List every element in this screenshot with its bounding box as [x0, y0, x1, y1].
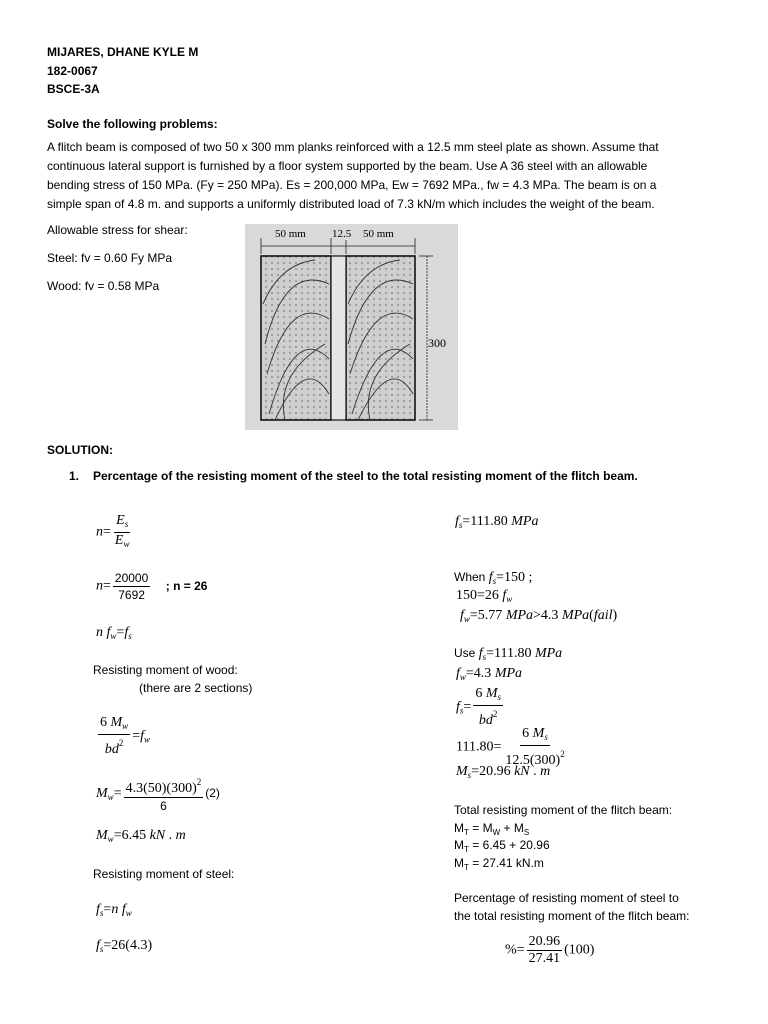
- eq-wood-stress: $\frac{6 M_w}{bd^2}$ $=f_w$: [100, 715, 150, 757]
- eq-n-value: n= $\frac{20000}{7692}$ ; n = 26: [96, 571, 208, 602]
- student-name: MIJARES, DHANE KYLE M: [47, 45, 199, 59]
- problem-line: A flitch beam is composed of two 50 x 300 mm planks reinforced with a 12.5 mm steel plate as shown. Assume that: [47, 140, 659, 154]
- problem-line: simple span of 4.8 m. and supports a uniformly distributed load of 7.3 kN/m which includes the weight of the beam.: [47, 197, 655, 211]
- problem-line: continuous lateral support is furnished by a floor system supported by the beam. Use A 36 steel with an allowable: [47, 159, 648, 173]
- mt-sum: = 6.45 + 20.96: [468, 838, 550, 852]
- percentage-title-2: the total resisting moment of the flitch beam:: [454, 909, 690, 923]
- allowable-steel: Steel: fv = 0.60 Fy MPa: [47, 251, 173, 265]
- eq-fs-result: $f_s=111.80$ MPa: [455, 514, 539, 530]
- mw-factor: (2): [205, 786, 220, 801]
- student-course: BSCE-3A: [47, 82, 100, 96]
- two-sections-note: (there are 2 sections): [139, 681, 253, 695]
- allowable-title: Allowable stress for shear:: [47, 223, 188, 237]
- instructions: Solve the following problems:: [47, 117, 218, 131]
- eq-percentage: %= $\frac{20.96}{27.41}$ (100): [505, 934, 595, 966]
- eq-mw-result: $M_w=6.45$ kN . m: [96, 828, 186, 844]
- mt-result: = 27.41 kN.m: [468, 856, 544, 870]
- n-result: ; n = 26: [165, 578, 208, 593]
- mt-plus: + M: [500, 821, 524, 835]
- resisting-steel-title: Resisting moment of steel:: [93, 867, 235, 881]
- mt-eq: = M: [472, 821, 493, 835]
- dim-left-label: 50 mm: [275, 228, 306, 240]
- student-id: 182-0067: [47, 64, 98, 78]
- when-line: When $f_s=150$ ;: [454, 570, 533, 586]
- dim-mid-label: 12.5: [332, 228, 352, 240]
- mt-line3: $M_T = 27.41$ kN.m: [454, 856, 544, 872]
- use-label: Use: [454, 646, 476, 660]
- eq-ms-calc: 111.80= $\frac{6 M_s}{12.5(300)^2}$: [456, 726, 565, 768]
- resisting-wood-title: Resisting moment of wood:: [93, 663, 238, 677]
- item-number: 1.: [69, 469, 80, 483]
- when-label: When: [454, 570, 486, 584]
- eq-150: 150=26 $f_w$: [456, 588, 513, 604]
- use-line: Use $f_s=111.80$ MPa: [454, 646, 563, 662]
- problem-line: bending stress of 150 MPa. (Fy = 250 MPa). Es = 200,000 MPa, Ew = 7692 MPa., fw = 4.3 MPa. The beam is on a: [47, 178, 657, 192]
- total-moment-title: Total resisting moment of the flitch beam:: [454, 803, 673, 817]
- eq-fw-fail: $f_w=5.77$ MPa>4.3 MPa(fail): [460, 608, 618, 624]
- item-text: Percentage of the resisting moment of the steel to the total resisting moment of the flitch beam.: [93, 469, 638, 483]
- dim-right-label: 50 mm: [363, 228, 394, 240]
- beam-section-drawing: [245, 224, 458, 430]
- mt-line1: $M_T = M_W + M_S$: [454, 821, 530, 837]
- percentage-title-1: Percentage of resisting moment of steel to: [454, 891, 679, 905]
- allowable-wood: Wood: fv = 0.58 MPa: [47, 279, 160, 293]
- beam-cross-section-figure: [245, 224, 458, 430]
- solution-label: SOLUTION:: [47, 443, 113, 457]
- problem-statement: [47, 138, 719, 214]
- mt-line2: $M_T = 6.45 + 20.96$: [454, 838, 550, 854]
- eq-ms-result: $M_s=20.96$ kN . m: [456, 764, 551, 780]
- dim-height-label: 300: [428, 336, 446, 350]
- eq-fw-43: $f_w=4.3$ MPa: [456, 666, 523, 682]
- eq-nfw: n $f_w=f_s$: [96, 625, 132, 641]
- eq-n-ratio: n= $\frac{E_s}{E_w}$: [96, 513, 130, 549]
- eq-fs-calc: $f_s=26(4.3)$: [96, 938, 153, 954]
- eq-fs-nfw: $f_s=n$ $f_w$: [96, 902, 132, 918]
- eq-fs-formula: $f_s=$ $\frac{6 M_s}{bd^2}$: [456, 686, 501, 728]
- eq-mw-calc: $M_w=$ $\frac{4.3(50)(300)^2}{6}$ (2): [96, 774, 220, 814]
